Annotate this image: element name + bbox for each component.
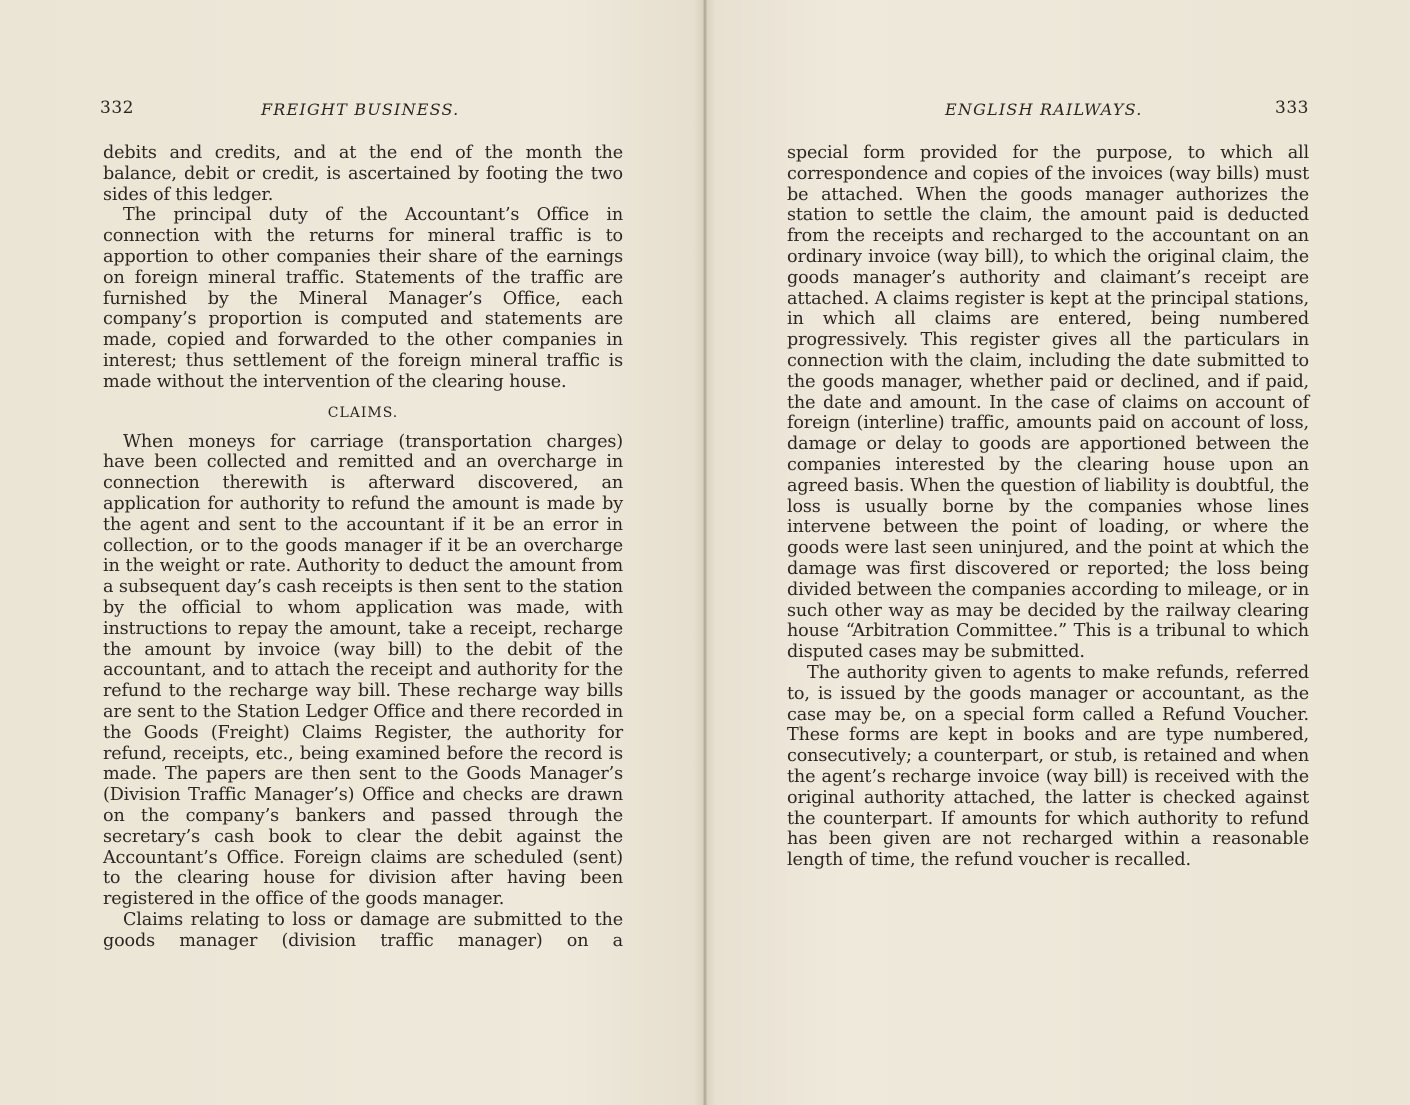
right-paragraph-1: special form provided for the purpose, to which all correspondence and copies of the invoices (way bills) must be attached. When the goods manager authorizes the station to settle the claim, the amount paid is deducted from the receipts and recharged to the accountant on an ordinary invoice (way bill), to which the original claim, the goods manager’s authority and claimant’s receipt are attached. A claims register is kept at the principal stations, in which all claims are entered, being numbered progressively. This register gives all the particulars in connection with the claim, including the date submitted to the goods manager, whether paid or declined, and if paid, the date and amount. In the case of claims on account of foreign (interline) traffic, amounts paid on account of loss, damage or delay to goods are apportioned between the companies interested by the clearing house upon an agreed basis. When the question of liability is doubtful, the loss is usually borne by the companies whose lines intervene between the point of loading, or where the goods were last seen uninjured, and the point at which the damage was first discovered or reported; the loss being divided between the companies according to mileage, or in such other way as may be decided by the railway clearing house “Arbitration Committee.” This is a tribunal to which disputed cases may be submitted. [787,143,1309,663]
left-paragraph-3: When moneys for carriage (transportation charges) have been collected and remitted and an overcharge in connection therewith is afterward discovered, an application for authority to refund the amount is made by the agent and sent to the accountant if it be an error in collection, or to the goods manager if it be an overcharge in the weight or rate. Authority to deduct the amount from a subsequent day’s cash receipts is then sent to the station by the official to whom application was made, with instructions to repay the amount, take a receipt, recharge the amount by invoice (way bill) to the debit of the accountant, and to attach the receipt and authority for the refund to the recharge way bill. These recharge way bills are sent to the Station Ledger Office and there recorded in the Goods (Freight) Claims Register, the authority for refund, receipts, etc., being examined before the record is made. The papers are then sent to the Goods Manager’s (Division Traffic Manager’s) Office and checks are drawn on the company’s bankers and passed through the secretary’s cash book to clear the debit against the Accountant’s Office. Foreign claims are scheduled (sent) to the clearing house for division after having been registered in the office of the goods manager. [103,431,624,910]
right-page-header [787,92,1309,124]
left-page-number: 332 [100,98,134,118]
left-paragraph-4: Claims relating to loss or damage are submitted to the goods manager (division traffic manager) on a [103,909,623,951]
right-page-body [787,143,1309,871]
left-paragraph-1: debits and credits, and at the end of the month the balance, debit or credit, is ascertained by footing the two sides of this ledger. [103,143,623,205]
left-page-header [100,92,623,124]
section-heading-claims: CLAIMS. [327,404,399,421]
left-page [100,92,624,951]
left-paragraph-2: The principal duty of the Accountant’s Office in connection with the returns for mineral traffic is to apportion to other companies their share of the earnings on foreign mineral traffic. Statements of the traffic are furnished by the Mineral Manager’s Office, each company’s proportion is computed and statements are made, copied and forwarded to the other companies in interest; thus settlement of the foreign mineral traffic is made without the intervention of the clearing house. [103,205,623,392]
right-page [787,92,1309,871]
left-page-body [103,143,623,951]
right-running-head: ENGLISH RAILWAYS. [945,100,1143,119]
book-gutter [703,0,707,1105]
left-running-head: FREIGHT BUSINESS. [261,100,460,119]
right-page-number: 333 [1275,98,1309,118]
right-paragraph-2: The authority given to agents to make refunds, referred to, is issued by the goods manager or accountant, as the case may be, on a special form called a Refund Voucher. These forms are kept in books and are type numbered, consecutively; a counterpart, or stub, is retained and when the agent’s recharge invoice (way bill) is received with the original authority attached, the latter is checked against the counterpart. If amounts for which authority to refund has been given are not recharged within a reasonable length of time, the refund voucher is recalled. [787,662,1309,871]
